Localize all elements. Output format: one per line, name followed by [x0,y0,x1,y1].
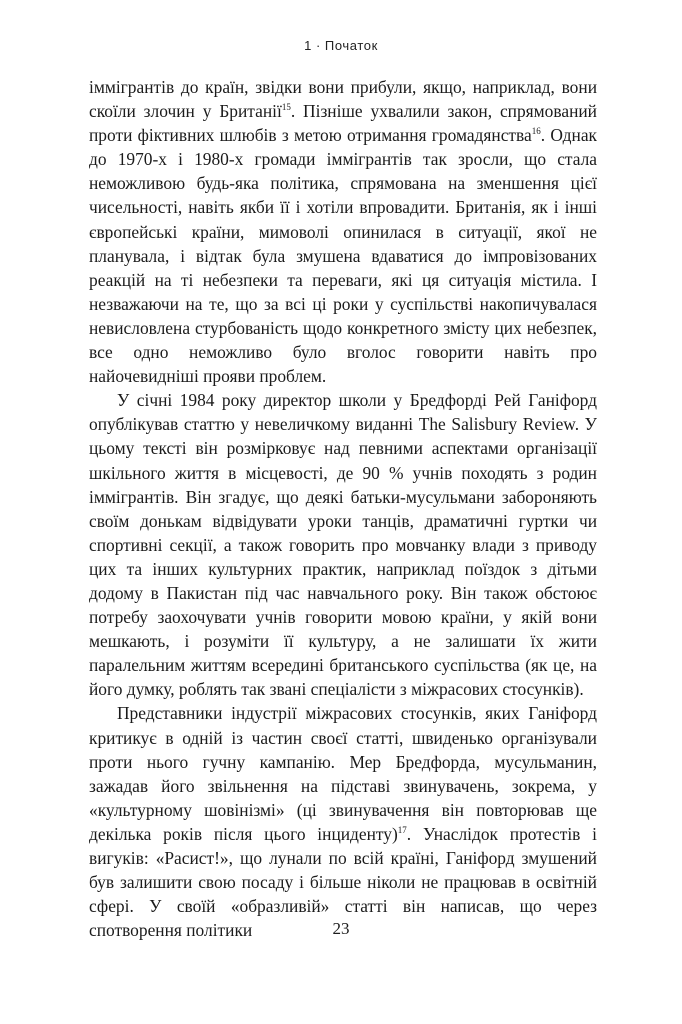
footnote-marker: 15 [281,102,291,113]
footnote-marker: 16 [531,126,541,137]
running-head [0,38,682,53]
paragraph [89,701,597,942]
paragraph [89,388,597,701]
chapter-title: Початок [324,38,378,53]
page-number: 23 [332,919,350,938]
footnote-marker: 17 [397,825,407,836]
paragraph-text: . Унаслідок протестів і вигуків: «Расист!», що лунали по всій країні, Ганіфорд змушений був залишити свою посаду і більше ніколи не працював в освітній сфері. У своїй «образливій» статті він написав, що через спотворення політики [89,823,597,941]
paragraph-text: . Пізніше ухвалили закон, спрямований проти фіктивних шлюбів з метою отримання громадянства [89,101,597,146]
paragraph-text: Представники індустрії міжрасових стосунків, яких Ганіфорд критикує в одній із частин своєї статті, швиденько організували проти нього гучну кампанію. Мер Бредфорда, мусульманин, зажадав його звільнення на підставі звинувачень, зокрема, у «культурному шовінізмі» (ці звинувачення він повторював ще декілька років після цього інциденту) [89,703,597,844]
paragraph-text: У січні 1984 року директор школи у Бредфорді Рей Ганіфорд опублікував статтю у невеличкому виданні The Salisbury Review. У цьому тексті він розмірковує над певними аспектами організації шкільного життя в місцевості, де 90 % учнів походять з родин іммігрантів. Він згадує, що деякі батьки-мусульмани забороняють своїм донькам відвідувати уроки танців, драматичні гуртки чи спортивні секції, а також говорить про мовчанку влади з приводу цих та інших культурних практик, наприклад поїздок з дітьми додому в Пакистан під час навчального року. Він також обстоює потребу заохочувати учнів говорити мовою країни, у якій вони мешкають, і розуміти її культуру, а не залишати їх жити паралельним життям всередині британського суспільства (як це, на його думку, роблять так звані спеціалісти з міжрасових стосунків). [89,390,597,700]
paragraph-text: . Однак до 1970-х і 1980-х громади іммігрантів так зросли, що стала неможливою будь-яка політика, спрямована на зменшення цієї чисельності, навіть якби її і хотіли впровадити. Британія, як і інші європейські країни, мимоволі опинилася в ситуації, якої не планувала, і відтак була змушена вдаватися до імпровізованих реакцій на ті небезпеки та переваги, які ця ситуація містила. І незважаючи на те, що за всі ці роки у суспільстві накопичувалася невисловлена стурбованість щодо конкретного змісту цих небезпек, все одно неможливо було вголос говорити навіть про найочевидніші прояви проблем. [89,125,597,387]
body-text [89,75,597,942]
chapter-number: 1 [304,38,312,53]
paragraph [89,75,597,388]
paragraph-text: іммігрантів до країн, звідки вони прибули, якщо, наприклад, вони скоїли злочин у Британії [89,77,597,122]
running-head-separator: · [315,38,321,53]
